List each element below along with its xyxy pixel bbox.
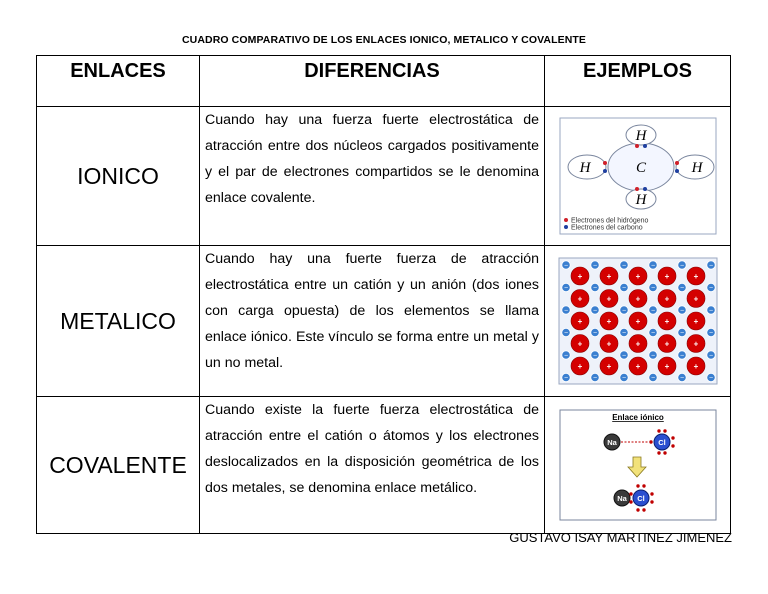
table-header-row (37, 56, 731, 107)
atom-h-right: H (691, 160, 702, 176)
svg-text:−: − (679, 375, 684, 382)
electron-icon (561, 306, 569, 315)
legend-hydrogen: Electrones del hidrógeno (570, 217, 648, 225)
svg-text:+: + (577, 317, 582, 326)
electron-icon (590, 351, 598, 360)
electron-icon (619, 306, 627, 315)
electron-icon (648, 373, 656, 382)
cation-icon (600, 357, 618, 375)
atom-h-bottom: H (635, 192, 646, 208)
bond-description: Cuando hay una fuerza fuerte electrostática de atracción entre dos núcleos cargados positivamente y el par de electrones compartidos se le denomina enlace covalente. (200, 107, 545, 246)
svg-text:+: + (693, 317, 698, 326)
electron-icon (561, 373, 569, 382)
electron-icon (561, 351, 569, 360)
electron-icon (648, 306, 656, 315)
svg-text:−: − (563, 307, 568, 315)
electron-icon (706, 306, 714, 315)
atom-h-top: H (635, 128, 646, 144)
electron-icon (561, 328, 569, 337)
header-ejemplos: EJEMPLOS (545, 56, 731, 107)
svg-text:+: + (664, 362, 669, 371)
svg-text:+: + (693, 339, 698, 349)
atom-c: C (635, 160, 646, 176)
cation-icon (629, 267, 647, 285)
cation-icon (571, 357, 589, 375)
electron-icon (677, 351, 685, 360)
cation-icon (658, 290, 676, 308)
svg-text:−: − (679, 330, 684, 337)
author-name: GUSTAVO ISAY MARTINEZ JIMENEZ (509, 530, 732, 545)
svg-text:+: + (577, 339, 582, 349)
cation-icon (687, 335, 705, 353)
svg-text:+: + (577, 362, 582, 371)
svg-text:−: − (563, 262, 568, 270)
cation-icon (571, 335, 589, 353)
electron-icon (677, 373, 685, 382)
svg-text:−: − (708, 307, 713, 315)
electron-icon (677, 306, 685, 315)
svg-text:+: + (635, 339, 640, 349)
methane-diagram (559, 117, 717, 235)
bond-description: Cuando existe la fuerte fuerza electrostática de atracción entre el catión o átomos y los electrones deslocalizados en la disposición geométrica de los dos metales, se denomina enlace metálico. (200, 397, 545, 534)
electron-icon (648, 328, 656, 337)
svg-text:−: − (592, 262, 597, 270)
electron-icon (590, 261, 598, 270)
svg-text:+: + (693, 294, 698, 304)
svg-text:+: + (606, 339, 611, 349)
svg-text:−: − (679, 285, 684, 292)
svg-text:−: − (592, 375, 597, 382)
electron-icon (619, 328, 627, 337)
svg-text:+: + (664, 294, 669, 304)
comparison-table (36, 55, 731, 534)
electron-icon (590, 328, 598, 337)
svg-text:−: − (563, 352, 568, 360)
cation-icon (629, 357, 647, 375)
svg-text:−: − (592, 285, 597, 292)
ion-na: Na (616, 494, 627, 503)
svg-text:−: − (621, 352, 626, 360)
svg-text:+: + (606, 362, 611, 371)
svg-text:−: − (621, 307, 626, 315)
svg-text:+: + (664, 317, 669, 326)
atom-na: Na (606, 438, 617, 447)
svg-text:+: + (664, 272, 669, 281)
example-cell (545, 107, 731, 246)
cation-icon (571, 290, 589, 308)
electron-icon (706, 328, 714, 337)
electron-icon (619, 373, 627, 382)
svg-text:−: − (592, 352, 597, 360)
electron-icon (590, 283, 598, 292)
metallic-lattice-diagram (558, 257, 718, 385)
electron-icon (648, 283, 656, 292)
electron-icon (590, 373, 598, 382)
svg-text:−: − (621, 375, 626, 382)
cation-icon (687, 267, 705, 285)
ionic-bond-diagram (559, 409, 717, 521)
bond-name: COVALENTE (37, 397, 200, 534)
electron-icon (561, 261, 569, 270)
cation-icon (629, 312, 647, 330)
svg-text:−: − (650, 330, 655, 337)
svg-text:+: + (693, 272, 698, 281)
svg-text:+: + (635, 362, 640, 371)
electron-icon (677, 283, 685, 292)
svg-text:−: − (650, 375, 655, 382)
svg-text:−: − (563, 285, 568, 292)
svg-text:−: − (708, 285, 713, 292)
electron-icon (619, 261, 627, 270)
cation-icon (687, 312, 705, 330)
svg-text:+: + (664, 339, 669, 349)
cation-icon (658, 357, 676, 375)
svg-text:+: + (577, 272, 582, 281)
svg-text:−: − (592, 330, 597, 337)
electron-icon (561, 283, 569, 292)
svg-text:+: + (635, 317, 640, 326)
svg-text:−: − (650, 285, 655, 292)
electron-icon (706, 373, 714, 382)
svg-text:−: − (679, 352, 684, 360)
cation-icon (600, 267, 618, 285)
bond-name: IONICO (37, 107, 200, 246)
bond-description: Cuando hay una fuerte fuerza de atracción electrostática entre un catión y un anión (dos iones con carga opuesta) de los elementos se llama enlace iónico. Este vínculo se forma entre un metal y un no metal. (200, 246, 545, 397)
atom-cl: Cl (657, 438, 666, 447)
svg-text:−: − (650, 262, 655, 270)
cation-icon (600, 290, 618, 308)
svg-text:+: + (606, 317, 611, 326)
svg-text:−: − (621, 330, 626, 337)
cation-icon (600, 312, 618, 330)
bond-name: METALICO (37, 246, 200, 397)
svg-text:−: − (621, 285, 626, 292)
cation-icon (687, 290, 705, 308)
cation-icon (658, 267, 676, 285)
document-title: CUADRO COMPARATIVO DE LOS ENLACES IONICO, METALICO Y COVALENTE (181, 34, 587, 46)
svg-text:+: + (635, 272, 640, 281)
electron-icon (677, 261, 685, 270)
electron-icon (619, 283, 627, 292)
cation-icon (658, 335, 676, 353)
electron-icon (648, 261, 656, 270)
svg-text:−: − (621, 262, 626, 270)
cation-icon (571, 267, 589, 285)
svg-text:−: − (708, 352, 713, 360)
svg-text:−: − (650, 307, 655, 315)
svg-text:+: + (606, 272, 611, 281)
ion-cl: Cl (636, 494, 645, 503)
table-row (37, 397, 731, 534)
table-row (37, 107, 731, 246)
example-cell (545, 246, 731, 397)
svg-text:−: − (708, 262, 713, 270)
cation-icon (571, 312, 589, 330)
cation-icon (687, 357, 705, 375)
svg-text:+: + (635, 294, 640, 304)
cation-icon (658, 312, 676, 330)
electron-icon (619, 351, 627, 360)
cation-icon (629, 290, 647, 308)
ionic-diagram-title: Enlace iónico (611, 413, 664, 422)
cation-icon (629, 335, 647, 353)
electron-icon (648, 351, 656, 360)
svg-text:+: + (606, 294, 611, 304)
legend-carbon: Electrones del carbono (570, 224, 643, 232)
svg-text:−: − (708, 330, 713, 337)
svg-text:+: + (577, 294, 582, 304)
electron-icon (706, 261, 714, 270)
table-row (37, 246, 731, 397)
svg-text:−: − (563, 330, 568, 337)
cation-icon (600, 335, 618, 353)
electron-icon (706, 351, 714, 360)
atom-h-left: H (579, 160, 590, 176)
svg-text:−: − (592, 307, 597, 315)
example-cell (545, 397, 731, 534)
svg-text:−: − (679, 262, 684, 270)
electron-icon (590, 306, 598, 315)
header-diferencias: DIFERENCIAS (200, 56, 545, 107)
svg-text:−: − (679, 307, 684, 315)
svg-text:−: − (650, 352, 655, 360)
electron-icon (677, 328, 685, 337)
svg-text:+: + (693, 362, 698, 371)
electron-icon (706, 283, 714, 292)
svg-text:−: − (563, 375, 568, 382)
svg-text:−: − (708, 375, 713, 382)
header-enlaces: ENLACES (37, 56, 200, 107)
